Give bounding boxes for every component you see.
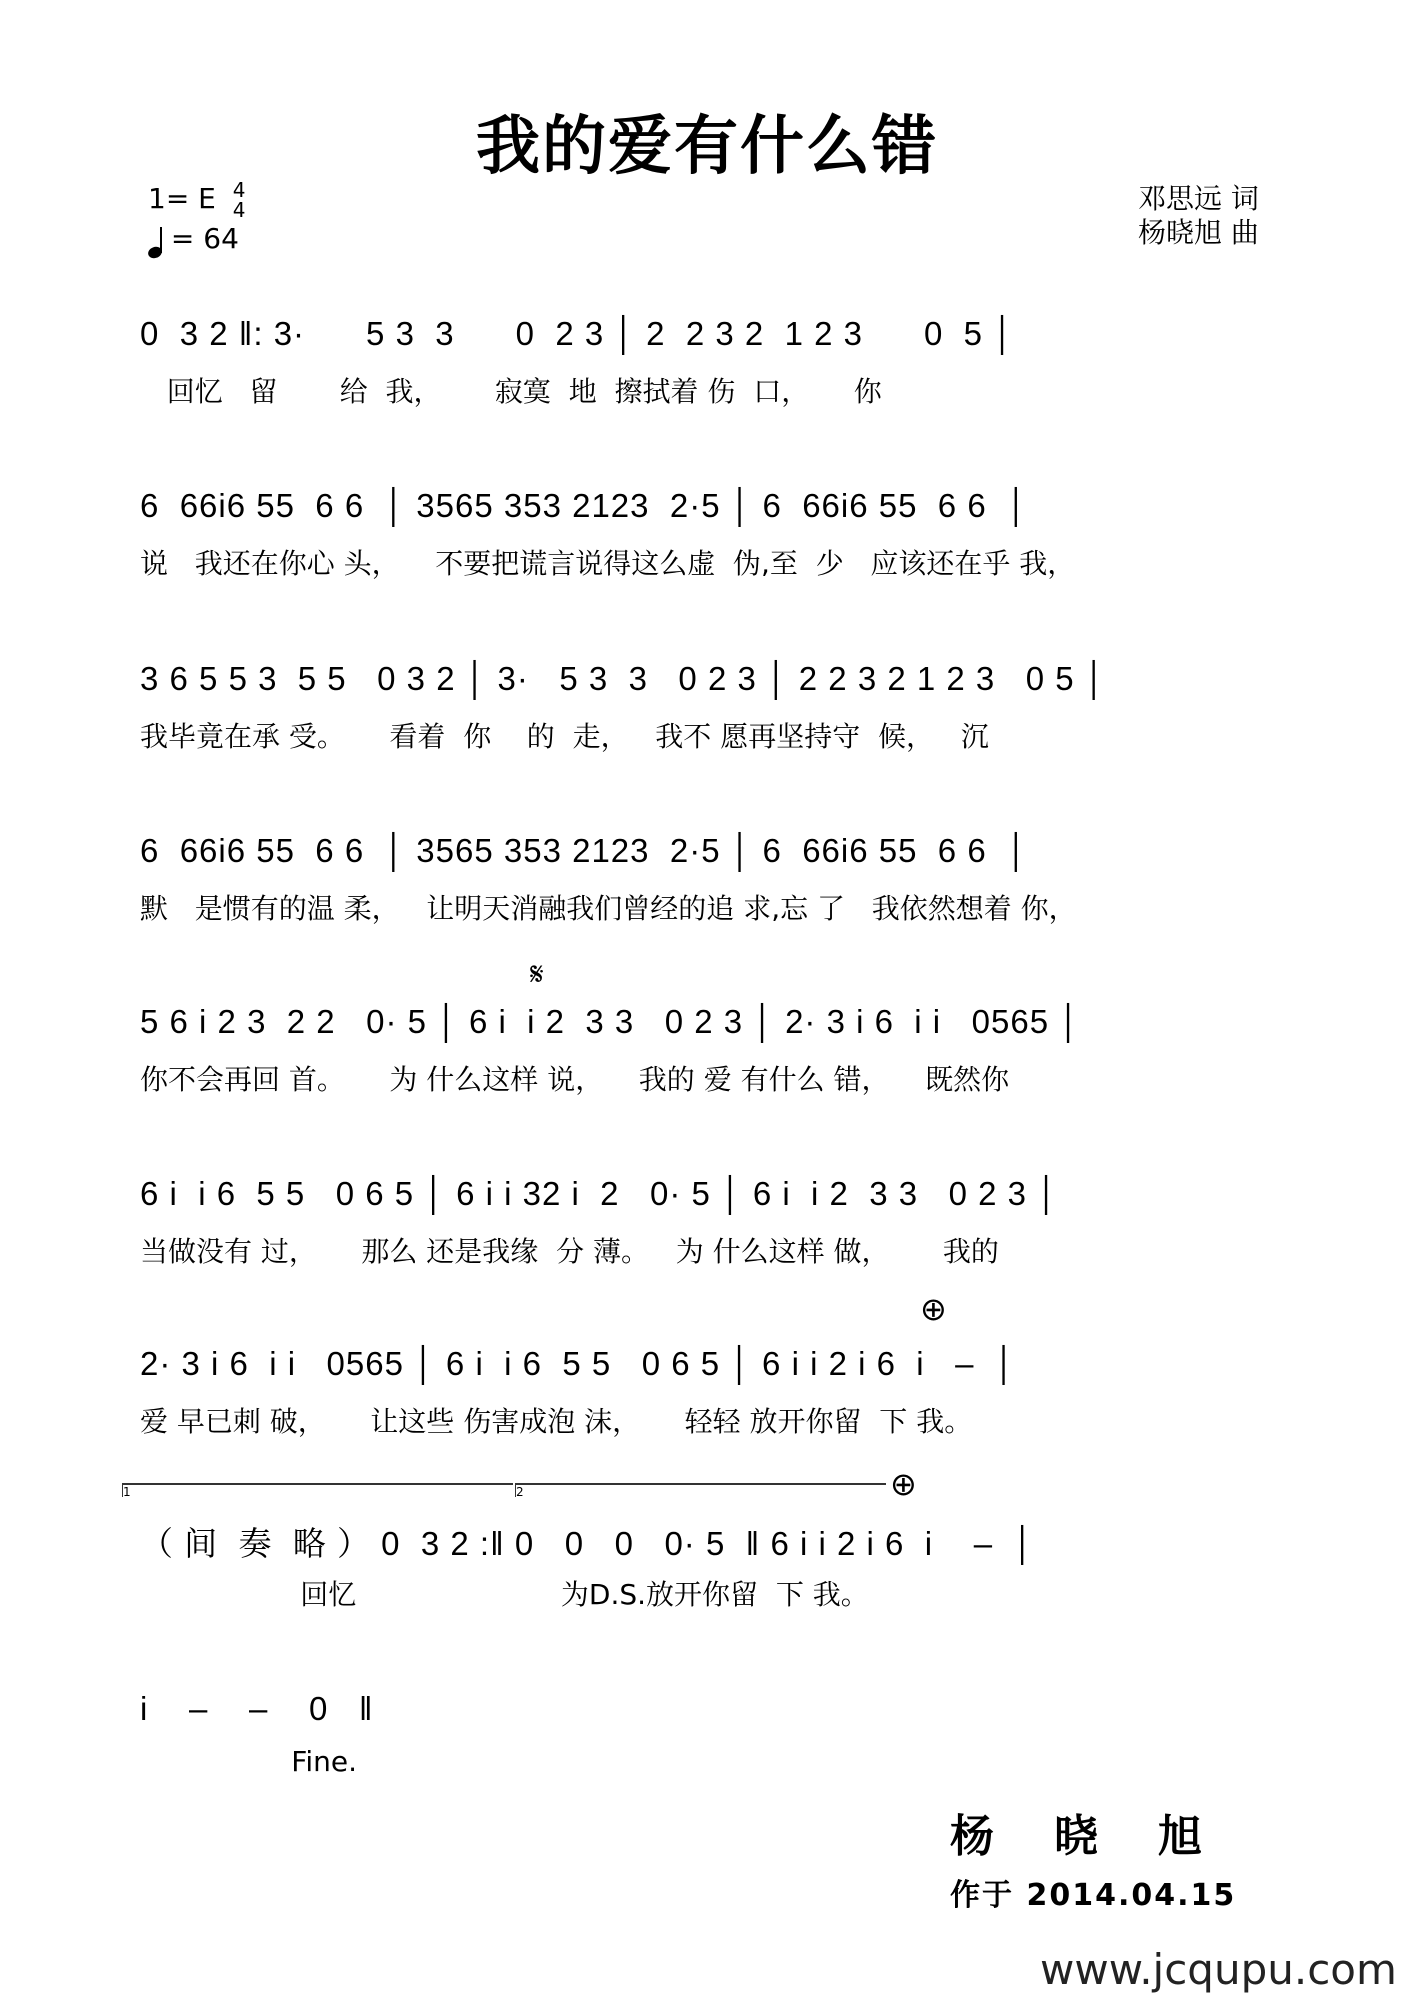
- watermark: www.jcqupu.com: [1040, 1945, 1397, 1994]
- score-line-3: [140, 660, 1300, 790]
- notes: 5 6 i 2 3 2 2 0· 5 │ 6 i i 2 3 3 0 2 3 │ 2· 3 i 6 i i 0565 │: [140, 1003, 1081, 1040]
- score-line-1: [140, 315, 1300, 445]
- score-line-7: [140, 1345, 1300, 1475]
- composition-date: 作于 2014.04.15: [950, 1878, 1237, 1913]
- lyrics: 回忆 留 给 我， 寂寞 地 擦拭着 伤 口， 你: [140, 375, 882, 408]
- key-signature: 1= E: [148, 182, 216, 215]
- notes: 0 3 2 ‖: 3· 5 3 3 0 2 3 │ 2 2 3 2 1 2 3 0 5 │: [140, 315, 1015, 352]
- segno-icon: 𝄋: [530, 955, 544, 993]
- notes: i – – 0 ‖: [140, 1690, 374, 1727]
- lyrics: 你不会再回 首。 为 什么这样 说， 我的 爱 有什么 错， 既然你: [140, 1063, 1010, 1096]
- notes: 6 66i6 55 6 6 │ 3565 353 2123 2·5 │ 6 66i6 55 6 6 │: [140, 487, 1029, 524]
- coda-icon: ⊕: [890, 1465, 917, 1503]
- notes: 6 i i 6 5 5 0 6 5 │ 6 i i 32 i 2 0· 5 │ 6 i i 2 3 3 0 2 3 │: [140, 1175, 1059, 1212]
- notes: 3 6 5 5 3 5 5 0 3 2 │ 3· 5 3 3 0 2 3 │ 2 2 3 2 1 2 3 0 5 │: [140, 660, 1107, 697]
- notes: 6 66i6 55 6 6 │ 3565 353 2123 2·5 │ 6 66i6 55 6 6 │: [140, 832, 1029, 869]
- score-line-5: [140, 1003, 1300, 1133]
- score-line-4: [140, 832, 1300, 962]
- lyrics: 当做没有 过， 那么 还是我缘 分 薄。 为 什么这样 做， 我的: [140, 1235, 999, 1268]
- lyrics: Fine.: [140, 1745, 358, 1778]
- song-title: 我的爱有什么错: [476, 110, 938, 184]
- tempo: = 64: [170, 222, 239, 255]
- score-line-2: [140, 487, 1300, 617]
- time-signature: 4 4: [232, 178, 246, 222]
- composer: 杨晓旭 曲: [1138, 216, 1259, 249]
- lyrics: 我毕竟在承 受。 看着 你 的 走， 我不 愿再坚持守 候， 沉: [140, 720, 989, 753]
- key-and-tempo: [148, 180, 246, 258]
- credits: [1138, 182, 1259, 250]
- lyrics: 默 是惯有的温 柔， 让明天消融我们曾经的追 求,忘 了 我依然想着 你，: [140, 892, 1077, 925]
- volta-1: 1: [122, 1483, 513, 1497]
- score-line-6: [140, 1175, 1300, 1305]
- lyricist: 邓思远 词: [1138, 182, 1259, 215]
- lyrics: 爱 早已刺 破， 让这些 伤害成泡 沫， 轻轻 放开你留 下 我。: [140, 1405, 973, 1438]
- score-line-8: [140, 1518, 1300, 1648]
- coda-icon: ⊕: [920, 1290, 947, 1328]
- signature: 杨晓旭: [950, 1811, 1262, 1862]
- notes: 2· 3 i 6 i i 0565 │ 6 i i 6 5 5 0 6 5 │ 6 i i 2 i 6 i – │: [140, 1345, 1017, 1382]
- quarter-note-icon: [148, 228, 162, 258]
- notes: （ 间 奏 略 ） 0 3 2 :‖ 0 0 0 0· 5 ‖ 6 i i 2 i 6 i – │: [140, 1525, 1036, 1562]
- lyrics: 回忆 为D.S.放开你留 下 我。: [140, 1578, 869, 1611]
- volta-2: 2: [515, 1483, 886, 1497]
- lyrics: 说 我还在你心 头， 不要把谎言说得这么虚 伪,至 少 应该还在乎 我，: [140, 547, 1076, 580]
